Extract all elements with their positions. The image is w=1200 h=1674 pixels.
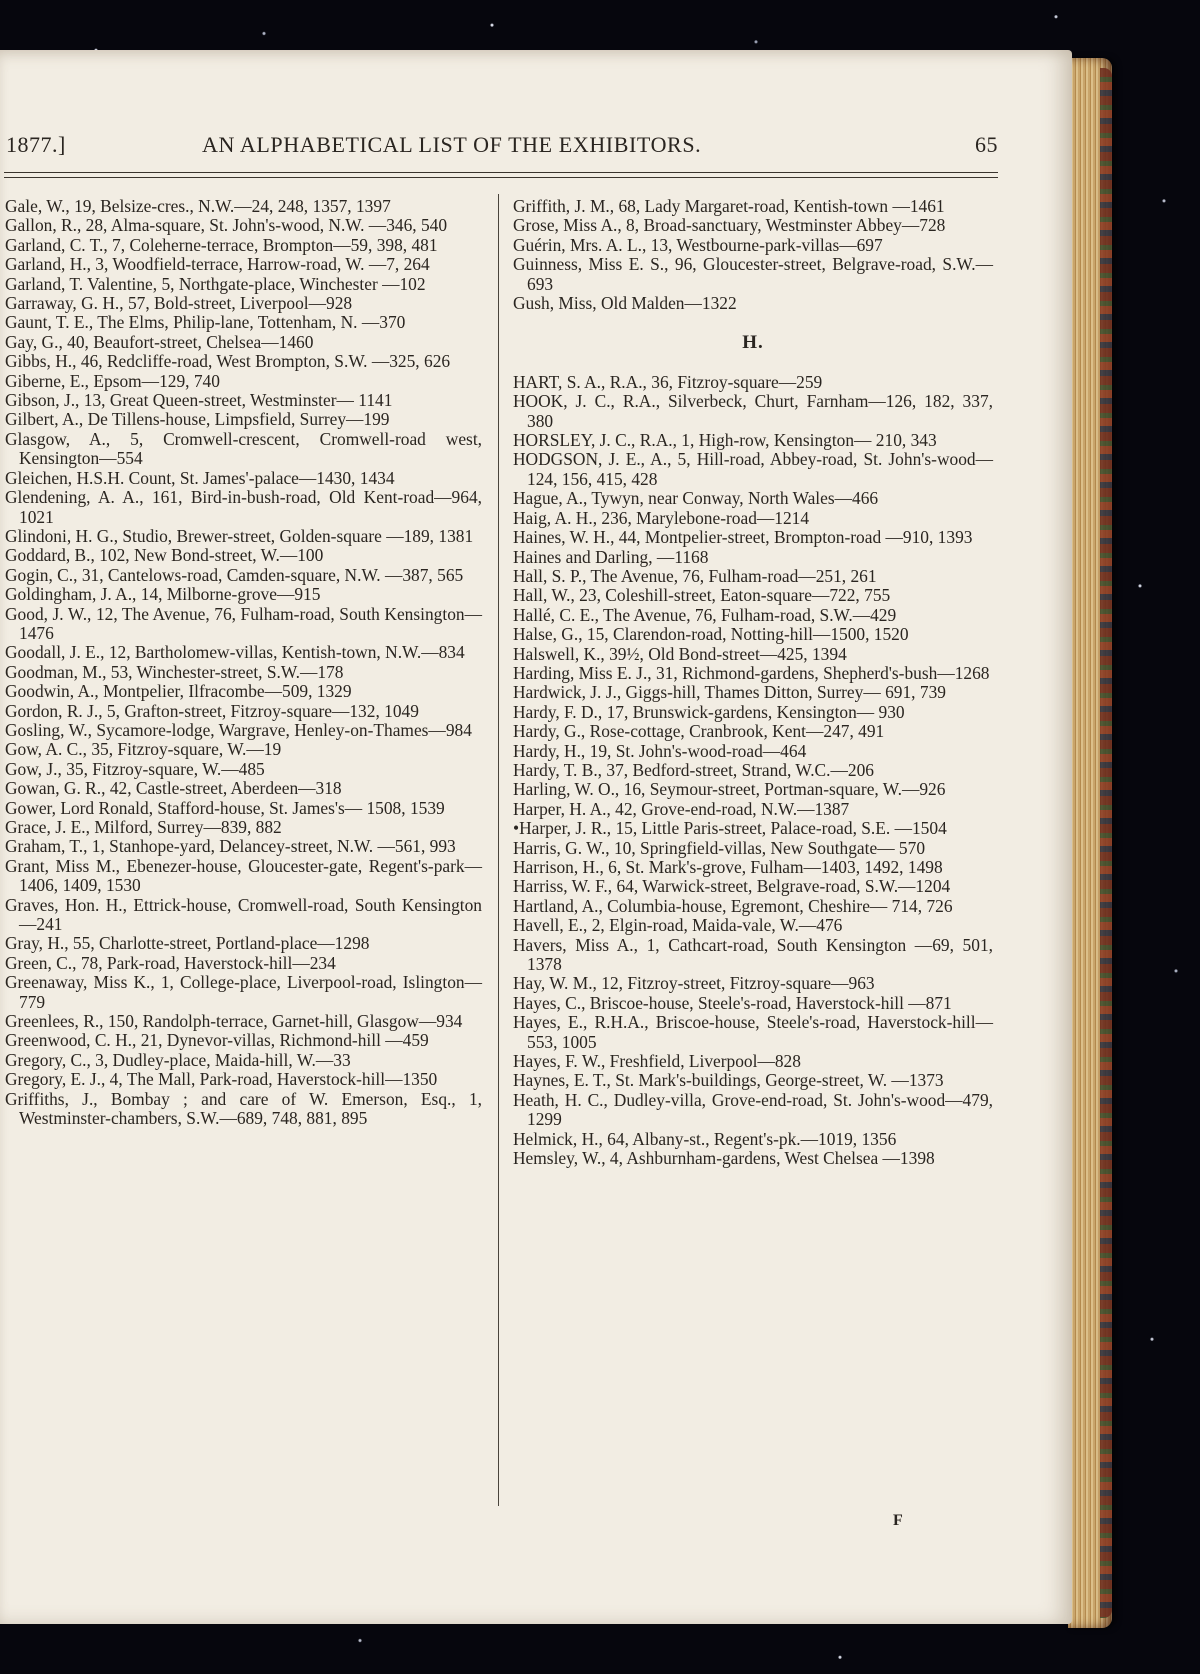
entry: Glindoni, H. G., Studio, Brewer-street, Golden-square —189, 1381 (5, 525, 474, 546)
entry: Harling, W. O., 16, Seymour-street, Portman-square, W.—926 (513, 779, 946, 800)
entry: Greenaway, Miss K., 1, College-place, Liverpool-road, Islington—779 (5, 972, 482, 1012)
entry: Gow, A. C., 35, Fitzroy-square, W.—19 (5, 739, 282, 760)
entry: HOOK, J. C., R.A., Silverbeck, Churt, Farnham—126, 182, 337, 380 (513, 391, 993, 431)
entry: Graves, Hon. H., Ettrick-house, Cromwell-road, South Kensington—241 (5, 894, 482, 935)
entry: Haines and Darling, —1168 (513, 546, 709, 567)
entry: Gibbs, H., 46, Redcliffe-road, West Brompton, S.W. —325, 626 (5, 351, 451, 372)
entry: Goldingham, J. A., 14, Milborne-grove—915 (5, 584, 321, 605)
entry: Gogin, C., 31, Cantelows-road, Camden-square, N.W. —387, 565 (5, 564, 464, 585)
entry: Goddard, B., 102, New Bond-street, W.—100 (5, 545, 324, 566)
running-head (6, 126, 998, 160)
entry: Garland, H., 3, Woodfield-terrace, Harrow-road, W. —7, 264 (5, 254, 430, 275)
entry: Hayes, E., R.H.A., Briscoe-house, Steele's-road, Haverstock-hill—553, 1005 (513, 1012, 993, 1052)
entry: Goodwin, A., Montpelier, Ilfracombe—509, 1329 (5, 681, 352, 702)
header-year: 1877.] (6, 132, 66, 157)
right-column (513, 197, 993, 1169)
entry: Gay, G., 40, Beaufort-street, Chelsea—1460 (5, 331, 314, 352)
section-heading-h: H. (742, 332, 764, 354)
entry: Hardy, T. B., 37, Bedford-street, Strand, W.C.—206 (513, 759, 874, 780)
entry: Garraway, G. H., 57, Bold-street, Liverpool—928 (5, 293, 353, 314)
entry: Harding, Miss E. J., 31, Richmond-gardens, Shepherd's-bush—1268 (513, 662, 990, 683)
entry: Graham, T., 1, Stanhope-yard, Delancey-street, N.W. —561, 993 (5, 836, 456, 857)
entry: Hay, W. M., 12, Fitzroy-street, Fitzroy-square—963 (513, 973, 875, 994)
entry: Hallé, C. E., The Avenue, 76, Fulham-road, S.W.—429 (513, 604, 897, 625)
entry: Guérin, Mrs. A. L., 13, Westbourne-park-villas—697 (513, 234, 883, 255)
entry: Gibson, J., 13, Great Queen-street, Westminster— 1141 (5, 390, 393, 411)
entry: Giberne, E., Epsom—129, 740 (5, 370, 220, 391)
entry: Hardwick, J. J., Giggs-hill, Thames Ditton, Surrey— 691, 739 (513, 682, 946, 703)
entry: Gregory, E. J., 4, The Mall, Park-road, Haverstock-hill—1350 (5, 1069, 438, 1090)
entry: Green, C., 78, Park-road, Haverstock-hill—234 (5, 952, 336, 973)
entry: Hayes, C., Briscoe-house, Steele's-road, Haverstock-hill —871 (513, 992, 952, 1013)
column-divider (498, 194, 499, 1506)
entry: Hardy, H., 19, St. John's-wood-road—464 (513, 740, 807, 761)
entry: Harper, H. A., 42, Grove-end-road, N.W.—1387 (513, 798, 850, 819)
entry: Hardy, G., Rose-cottage, Cranbrook, Kent—247, 491 (513, 721, 885, 742)
entry: •Harper, J. R., 15, Little Paris-street, Palace-road, S.E. —1504 (513, 818, 947, 839)
entry: Goodman, M., 53, Winchester-street, S.W.—178 (5, 661, 344, 682)
left-column (5, 197, 482, 1129)
signature-mark: F (893, 1512, 903, 1529)
entry: Harriss, W. F., 64, Warwick-street, Belgrave-road, S.W.—1204 (513, 876, 951, 897)
entry: Griffith, J. M., 68, Lady Margaret-road, Kentish-town —1461 (513, 196, 945, 216)
entry: Garland, T. Valentine, 5, Northgate-place, Winchester —102 (5, 273, 426, 294)
entry: Gallon, R., 28, Alma-square, St. John's-wood, N.W. —346, 540 (5, 215, 448, 236)
entry: Gaunt, T. E., The Elms, Philip-lane, Tottenham, N. —370 (5, 312, 406, 333)
entry: Gower, Lord Ronald, Stafford-house, St. James's— 1508, 1539 (5, 797, 445, 818)
entry: Helmick, H., 64, Albany-st., Regent's-pk.—1019, 1356 (513, 1128, 897, 1149)
header-rule (4, 172, 998, 173)
entry: Good, J. W., 12, The Avenue, 76, Fulham-road, South Kensington—1476 (5, 603, 482, 643)
entry: Heath, H. C., Dudley-villa, Grove-end-road, St. John's-wood—479, 1299 (513, 1089, 993, 1130)
entry: Hayes, F. W., Freshfield, Liverpool—828 (513, 1051, 801, 1072)
entry: Gosling, W., Sycamore-lodge, Wargrave, Henley-on-Thames—984 (5, 719, 472, 740)
entry: Grace, J. E., Milford, Surrey—839, 882 (5, 817, 282, 837)
entry: HORSLEY, J. C., R.A., 1, High-row, Kensington— 210, 343 (513, 430, 937, 451)
entry: Hartland, A., Columbia-house, Egremont, Cheshire— 714, 726 (513, 895, 953, 916)
entry: Halswell, K., 39½, Old Bond-street—425, 1394 (513, 643, 847, 664)
entry: Goodall, J. E., 12, Bartholomew-villas, Kentish-town, N.W.—834 (5, 642, 465, 663)
entry: Gale, W., 19, Belsize-cres., N.W.—24, 248, 1357, 1397 (5, 196, 391, 216)
book-fore-edge (1068, 58, 1112, 1628)
entry: Harris, G. W., 10, Springfield-villas, New Southgate— 570 (513, 837, 926, 858)
entry: Guinness, Miss E. S., 96, Gloucester-street, Belgrave-road, S.W.—693 (513, 254, 993, 294)
entry: Haig, A. H., 236, Marylebone-road—1214 (513, 507, 810, 528)
entry: Haines, W. H., 44, Montpelier-street, Brompton-road —910, 1393 (513, 527, 973, 548)
entry: Grant, Miss M., Ebenezer-house, Gloucester-gate, Regent's-park—1406, 1409, 1530 (5, 855, 482, 896)
entry: Havers, Miss A., 1, Cathcart-road, South Kensington —69, 501, 1378 (513, 934, 993, 975)
entry: Gleichen, H.S.H. Count, St. James'-palace—1430, 1434 (5, 467, 395, 488)
page-number: 65 (975, 132, 998, 157)
entry: Hemsley, W., 4, Ashburnham-gardens, West Chelsea —1398 (513, 1148, 935, 1169)
entry: Garland, C. T., 7, Coleherne-terrace, Brompton—59, 398, 481 (5, 234, 438, 255)
entry: Gow, J., 35, Fitzroy-square, W.—485 (5, 758, 265, 779)
entry: Hague, A., Tywyn, near Conway, North Wales—466 (513, 488, 879, 509)
entry: Gray, H., 55, Charlotte-street, Portland-place—1298 (5, 933, 370, 954)
entry: Griffiths, J., Bombay ; and care of W. Emerson, Esq., 1, Westminster-chambers, S.W.—689, 748, 881, 895 (5, 1088, 482, 1129)
entry: Glasgow, A., 5, Cromwell-crescent, Cromwell-road west, Kensington—554 (5, 428, 482, 469)
entry: Havell, E., 2, Elgin-road, Maida-vale, W.—476 (513, 915, 843, 936)
entry: Harrison, H., 6, St. Mark's-grove, Fulham—1403, 1492, 1498 (513, 857, 943, 877)
entry: Gowan, G. R., 42, Castle-street, Aberdeen—318 (5, 778, 342, 799)
entry: HODGSON, J. E., A., 5, Hill-road, Abbey-road, St. John's-wood—124, 156, 415, 428 (513, 449, 993, 489)
entry: Grose, Miss A., 8, Broad-sanctuary, Westminster Abbey—728 (513, 215, 946, 236)
header-title: AN ALPHABETICAL LIST OF THE EXHIBITORS. (202, 132, 702, 157)
entry: Greenwood, C. H., 21, Dynevor-villas, Richmond-hill —459 (5, 1030, 429, 1051)
entry: Hall, W., 23, Coleshill-street, Eaton-square—722, 755 (513, 585, 891, 606)
header-rule-double (4, 177, 998, 178)
entry: HART, S. A., R.A., 36, Fitzroy-square—259 (513, 371, 823, 392)
entry: Gush, Miss, Old Malden—1322 (513, 293, 737, 314)
entry: Gregory, C., 3, Dudley-place, Maida-hill, W.—33 (5, 1049, 351, 1070)
entry: Gilbert, A., De Tillens-house, Limpsfield, Surrey—199 (5, 409, 390, 430)
entry: Greenlees, R., 150, Randolph-terrace, Garnet-hill, Glasgow—934 (5, 1011, 463, 1032)
entry: Halse, G., 15, Clarendon-road, Notting-hill—1500, 1520 (513, 624, 909, 645)
entry: Hardy, F. D., 17, Brunswick-gardens, Kensington— 930 (513, 701, 905, 722)
entry: Gordon, R. J., 5, Grafton-street, Fitzroy-square—132, 1049 (5, 700, 419, 721)
entry: Haynes, E. T., St. Mark's-buildings, George-street, W. —1373 (513, 1070, 944, 1091)
entry: Hall, S. P., The Avenue, 76, Fulham-road—251, 261 (513, 565, 877, 586)
entry: Glendening, A. A., 161, Bird-in-bush-road, Old Kent-road—964, 1021 (5, 487, 482, 527)
